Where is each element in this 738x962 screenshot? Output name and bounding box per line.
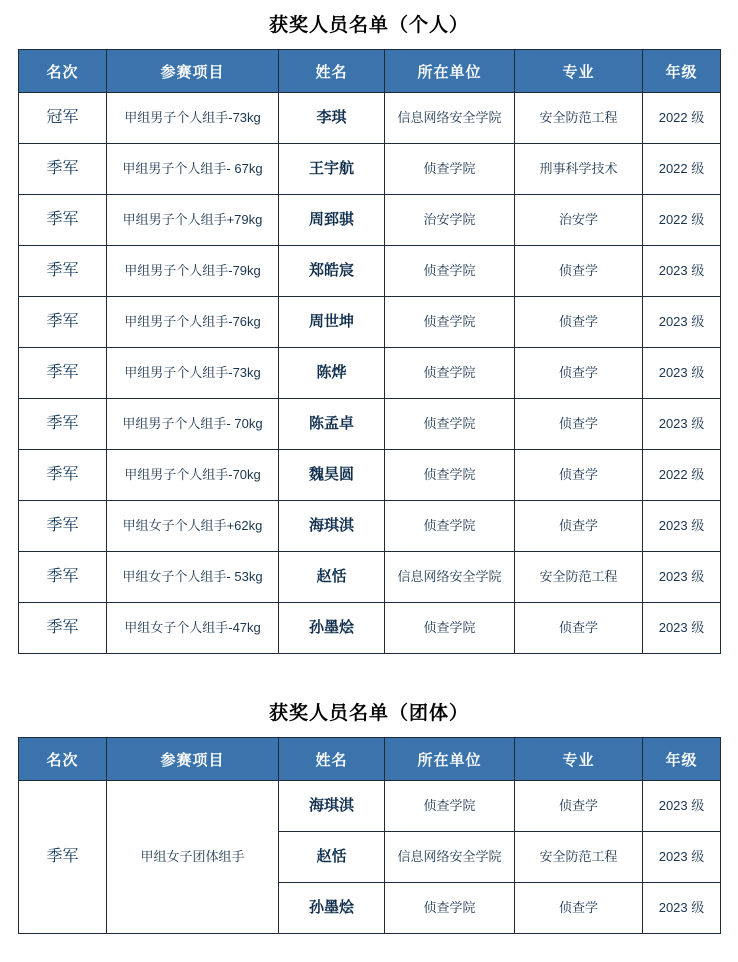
cell-event: 甲组女子个人组手-47kg — [107, 603, 279, 654]
cell-rank: 季军 — [19, 297, 107, 348]
table-row — [19, 93, 721, 144]
page-title-individual: 获奖人员名单（个人） — [268, 15, 469, 36]
cell-grade: 2023 级 — [643, 348, 721, 399]
cell-rank: 季军 — [19, 348, 107, 399]
cell-name: 赵恬 — [279, 552, 385, 603]
cell-major: 侦查学 — [515, 348, 643, 399]
cell-unit: 侦查学院 — [385, 399, 515, 450]
cell-rank: 季军 — [19, 552, 107, 603]
table-header-row — [19, 50, 721, 93]
cell-major: 安全防范工程 — [515, 93, 643, 144]
cell-name: 赵恬 — [279, 832, 385, 883]
column-header-rank: 名次 — [19, 50, 107, 93]
cell-unit: 侦查学院 — [385, 603, 515, 654]
cell-team-rank: 季军 — [19, 781, 107, 934]
cell-grade: 2023 级 — [643, 781, 721, 832]
cell-event: 甲组男子个人组手-79kg — [107, 246, 279, 297]
cell-grade: 2023 级 — [643, 399, 721, 450]
cell-rank: 季军 — [19, 450, 107, 501]
individual-awards-table — [18, 49, 721, 654]
cell-unit: 信息网络安全学院 — [385, 552, 515, 603]
cell-major: 侦查学 — [515, 399, 643, 450]
cell-grade: 2023 级 — [643, 552, 721, 603]
cell-event: 甲组男子个人组手-70kg — [107, 450, 279, 501]
column-header-event: 参赛项目 — [107, 738, 279, 781]
cell-event: 甲组男子个人组手+79kg — [107, 195, 279, 246]
column-header-grade: 年级 — [643, 738, 721, 781]
cell-grade: 2022 级 — [643, 195, 721, 246]
cell-name: 王宇航 — [279, 144, 385, 195]
cell-name: 李琪 — [279, 93, 385, 144]
cell-grade: 2023 级 — [643, 603, 721, 654]
cell-rank: 季军 — [19, 399, 107, 450]
table-row — [19, 348, 721, 399]
table-row — [19, 144, 721, 195]
cell-unit: 侦查学院 — [385, 348, 515, 399]
cell-rank: 季军 — [19, 246, 107, 297]
cell-rank: 季军 — [19, 195, 107, 246]
column-header-major: 专业 — [515, 738, 643, 781]
cell-grade: 2023 级 — [643, 501, 721, 552]
cell-major: 安全防范工程 — [515, 552, 643, 603]
table-row — [19, 297, 721, 348]
section-divider — [18, 654, 720, 698]
cell-major: 侦查学 — [515, 781, 643, 832]
table-row — [19, 781, 721, 832]
cell-unit: 侦查学院 — [385, 883, 515, 934]
cell-name: 孙墨烩 — [279, 603, 385, 654]
document-page — [0, 10, 738, 934]
cell-event: 甲组男子个人组手-76kg — [107, 297, 279, 348]
cell-grade: 2023 级 — [643, 297, 721, 348]
column-header-unit: 所在单位 — [385, 738, 515, 781]
cell-major: 侦查学 — [515, 883, 643, 934]
cell-name: 魏昊圆 — [279, 450, 385, 501]
team-awards-table — [18, 737, 721, 934]
cell-name: 陈孟卓 — [279, 399, 385, 450]
cell-rank: 季军 — [19, 603, 107, 654]
cell-major: 侦查学 — [515, 501, 643, 552]
cell-grade: 2023 级 — [643, 246, 721, 297]
table-row — [19, 603, 721, 654]
cell-event: 甲组女子个人组手- 53kg — [107, 552, 279, 603]
cell-major: 安全防范工程 — [515, 832, 643, 883]
cell-unit: 侦查学院 — [385, 246, 515, 297]
cell-major: 侦查学 — [515, 246, 643, 297]
column-header-unit: 所在单位 — [385, 50, 515, 93]
cell-rank: 冠军 — [19, 93, 107, 144]
cell-rank: 季军 — [19, 501, 107, 552]
column-header-rank: 名次 — [19, 738, 107, 781]
cell-team-event: 甲组女子团体组手 — [107, 781, 279, 934]
cell-event: 甲组男子个人组手-73kg — [107, 93, 279, 144]
cell-name: 孙墨烩 — [279, 883, 385, 934]
cell-rank: 季军 — [19, 144, 107, 195]
cell-event: 甲组女子个人组手+62kg — [107, 501, 279, 552]
table-row — [19, 501, 721, 552]
cell-unit: 侦查学院 — [385, 144, 515, 195]
cell-grade: 2023 级 — [643, 832, 721, 883]
cell-name: 周郅骐 — [279, 195, 385, 246]
column-header-grade: 年级 — [643, 50, 721, 93]
page-title-team: 获奖人员名单（团体） — [268, 703, 469, 724]
cell-name: 海琪淇 — [279, 781, 385, 832]
column-header-name: 姓名 — [279, 738, 385, 781]
cell-major: 侦查学 — [515, 603, 643, 654]
cell-name: 陈烨 — [279, 348, 385, 399]
cell-unit: 侦查学院 — [385, 450, 515, 501]
table-row — [19, 450, 721, 501]
column-header-name: 姓名 — [279, 50, 385, 93]
cell-grade: 2022 级 — [643, 93, 721, 144]
cell-major: 治安学 — [515, 195, 643, 246]
column-header-major: 专业 — [515, 50, 643, 93]
table-header-row — [19, 738, 721, 781]
cell-grade: 2022 级 — [643, 450, 721, 501]
cell-event: 甲组男子个人组手- 67kg — [107, 144, 279, 195]
cell-major: 刑事科学技术 — [515, 144, 643, 195]
cell-unit: 信息网络安全学院 — [385, 832, 515, 883]
cell-unit: 侦查学院 — [385, 297, 515, 348]
cell-event: 甲组男子个人组手-73kg — [107, 348, 279, 399]
cell-major: 侦查学 — [515, 450, 643, 501]
cell-name: 海琪淇 — [279, 501, 385, 552]
cell-name: 郑皓宸 — [279, 246, 385, 297]
table-row — [19, 195, 721, 246]
table-row — [19, 399, 721, 450]
cell-event: 甲组男子个人组手- 70kg — [107, 399, 279, 450]
table-row — [19, 246, 721, 297]
cell-unit: 侦查学院 — [385, 501, 515, 552]
cell-unit: 治安学院 — [385, 195, 515, 246]
cell-unit: 侦查学院 — [385, 781, 515, 832]
cell-major: 侦查学 — [515, 297, 643, 348]
cell-grade: 2023 级 — [643, 883, 721, 934]
column-header-event: 参赛项目 — [107, 50, 279, 93]
cell-grade: 2022 级 — [643, 144, 721, 195]
table-row — [19, 552, 721, 603]
cell-unit: 信息网络安全学院 — [385, 93, 515, 144]
cell-name: 周世坤 — [279, 297, 385, 348]
